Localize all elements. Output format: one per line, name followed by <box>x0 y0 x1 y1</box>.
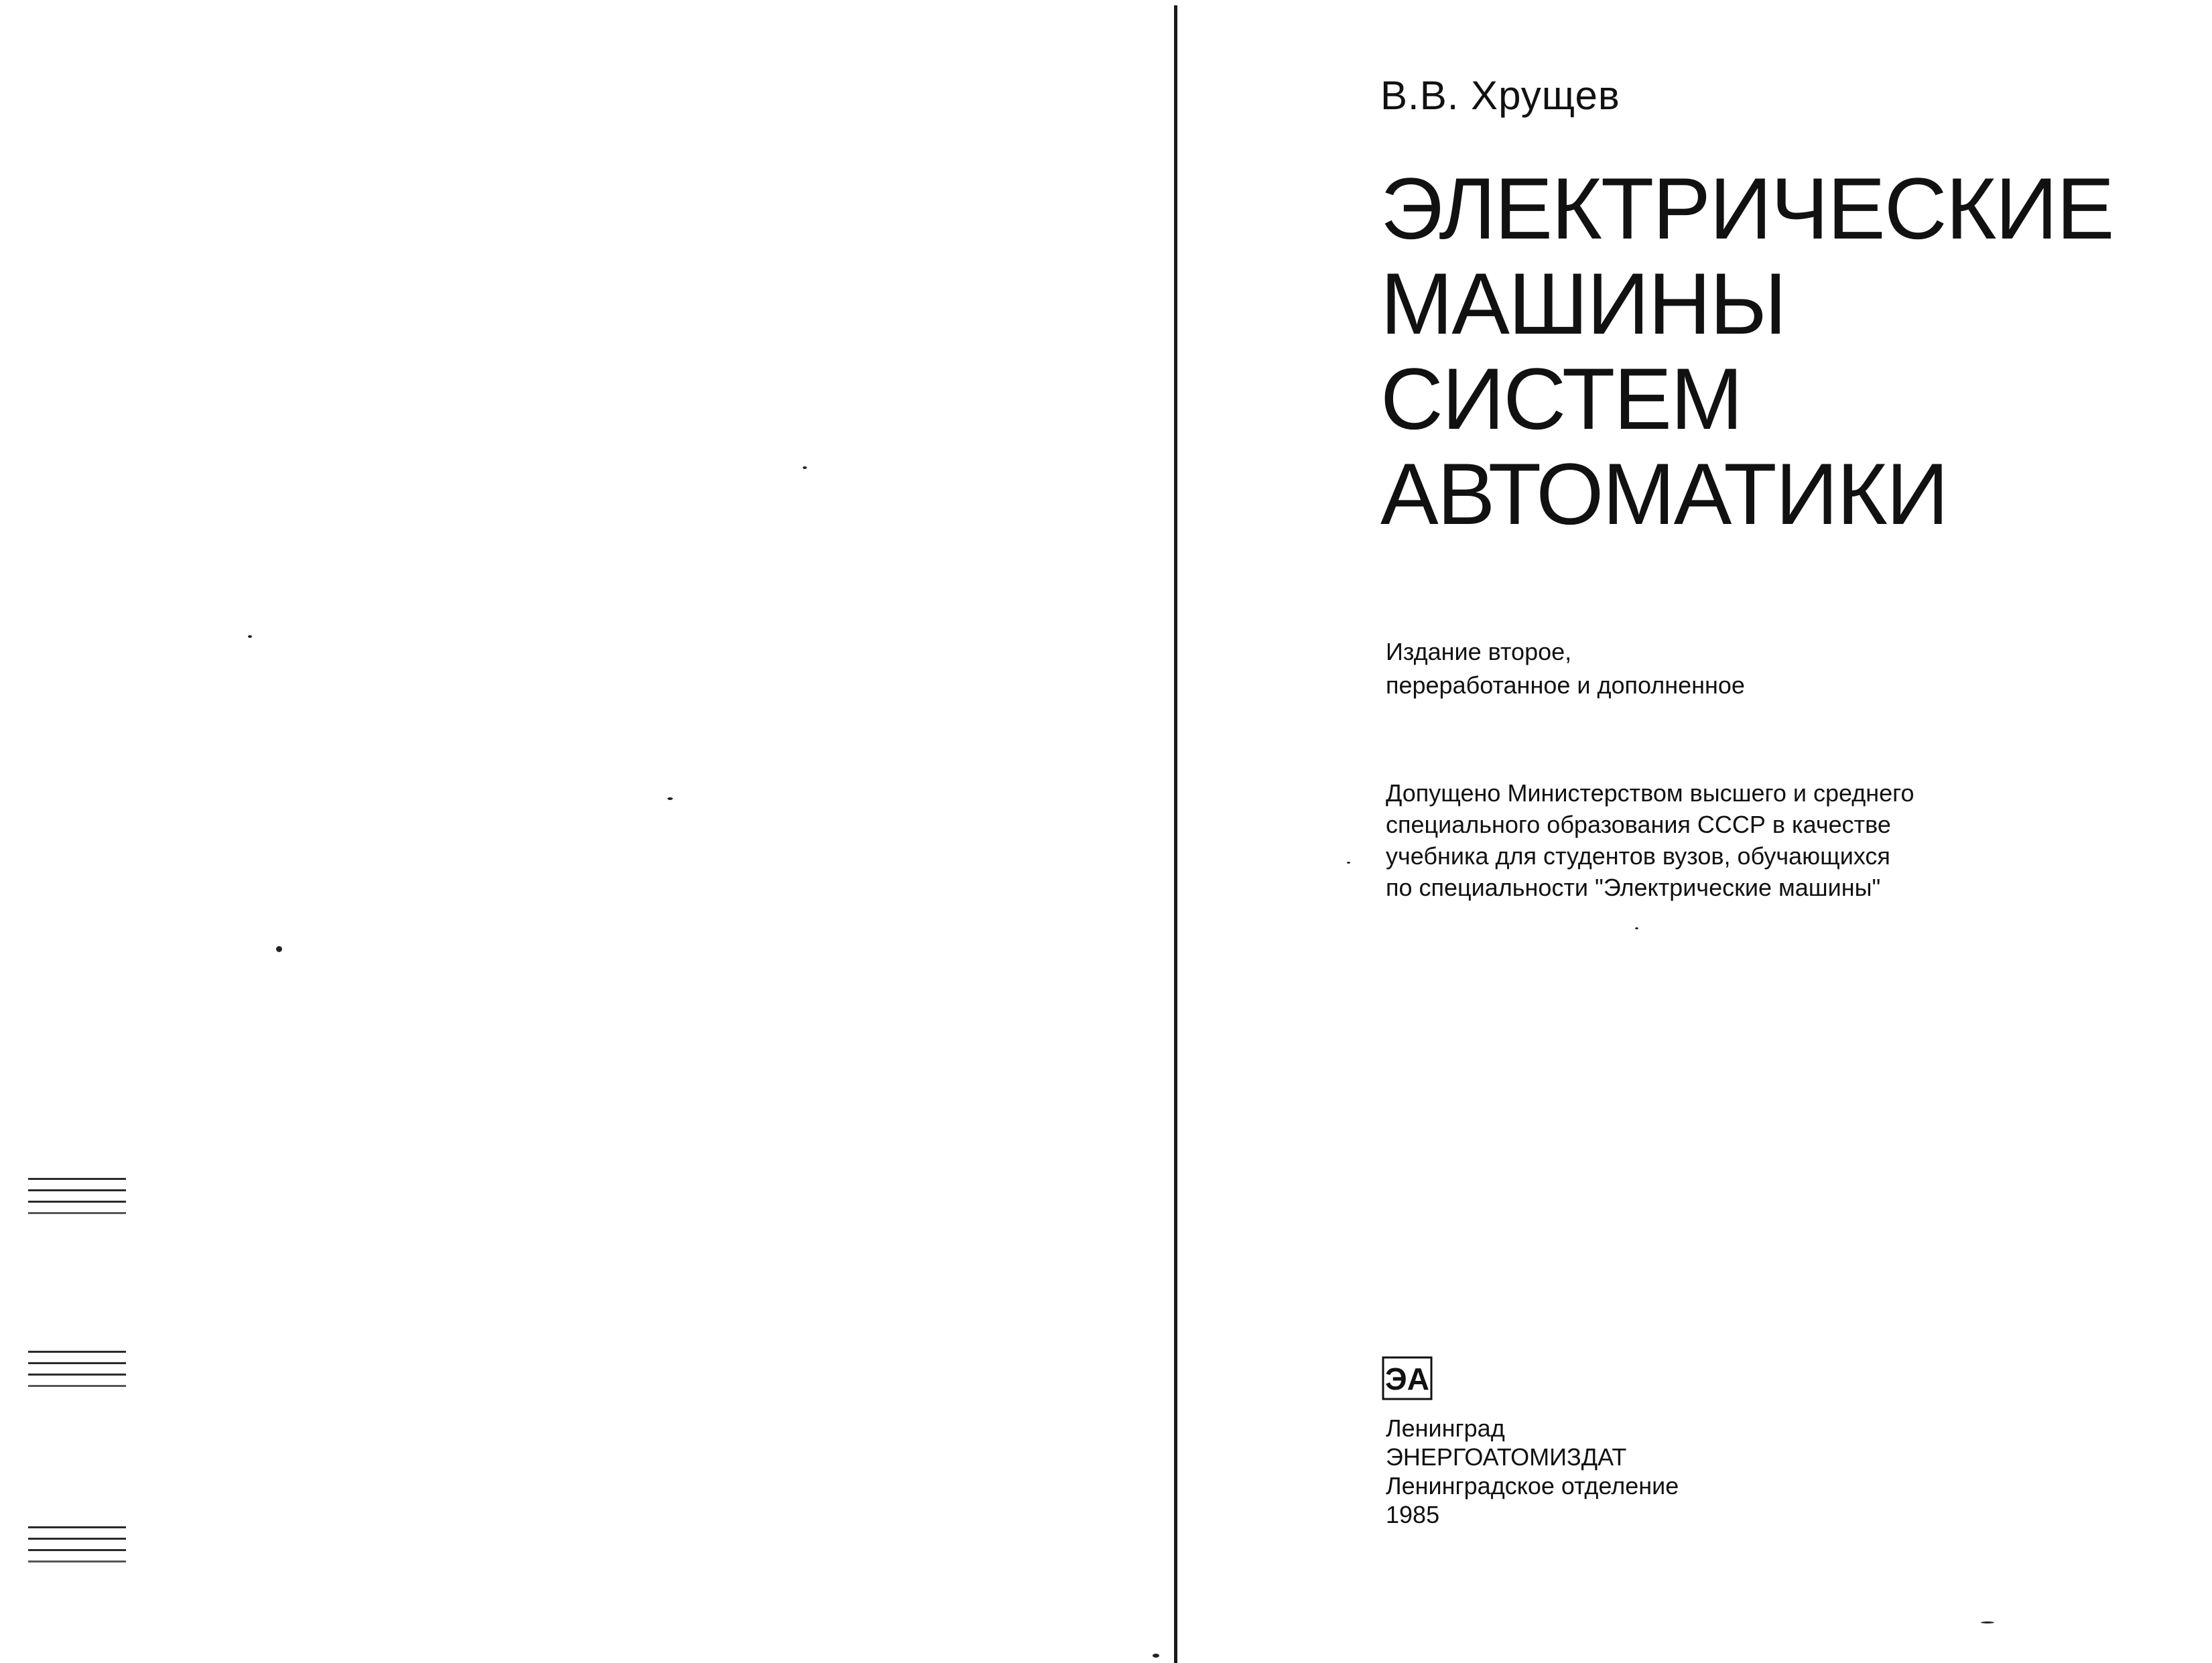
margin-line <box>28 1560 126 1562</box>
title-line: СИСТЕМ <box>1380 350 1742 448</box>
print-speck <box>1981 1621 1994 1623</box>
margin-line <box>28 1189 126 1191</box>
title-page <box>1179 0 2212 1663</box>
publisher-logo-icon <box>1382 1356 1433 1400</box>
margin-line <box>28 1538 126 1540</box>
margin-line <box>28 1351 126 1353</box>
title-line: АВТОМАТИКИ <box>1380 445 1948 543</box>
title-line: МАШИНЫ <box>1380 255 1786 352</box>
author-name: В.В. Хрущев <box>1380 73 1620 118</box>
margin-line <box>28 1362 126 1364</box>
margin-lines-top <box>28 1178 126 1223</box>
approval-line: Допущено Министерством высшего и среднего <box>1386 779 1914 807</box>
print-speck <box>1153 1654 1159 1658</box>
print-speck <box>1347 862 1350 864</box>
print-speck <box>1635 927 1638 929</box>
publisher-imprint <box>1386 1414 1679 1529</box>
book-title <box>1380 161 2113 541</box>
approval-line: учебника для студентов вузов, обучающихся <box>1386 842 1890 870</box>
edition-note <box>1386 635 1745 702</box>
approval-line: по специальности "Электрические машины" <box>1386 874 1881 901</box>
print-speck <box>248 635 252 638</box>
title-line: ЭЛЕКТРИЧЕСКИЕ <box>1380 159 2113 257</box>
margin-lines-middle <box>28 1351 126 1396</box>
margin-line <box>28 1526 126 1528</box>
margin-line <box>28 1178 126 1180</box>
imprint-year: 1985 <box>1386 1501 1440 1528</box>
print-speck <box>667 797 673 800</box>
print-speck <box>803 466 807 469</box>
edition-line: переработанное и дополненное <box>1386 671 1745 699</box>
imprint-publisher: ЭНЕРГОАТОМИЗДАТ <box>1386 1443 1627 1471</box>
imprint-city: Ленинград <box>1386 1414 1505 1442</box>
approval-statement <box>1386 777 1914 903</box>
gutter-line <box>1174 5 1177 1663</box>
approval-line: специального образования СССР в качестве <box>1386 811 1891 838</box>
publisher-logo-letters: ЭА <box>1385 1361 1429 1396</box>
imprint-branch: Ленинградское отделение <box>1386 1472 1679 1500</box>
margin-line <box>28 1201 126 1203</box>
print-speck <box>276 946 282 952</box>
margin-lines-bottom <box>28 1526 126 1572</box>
margin-line <box>28 1549 126 1551</box>
margin-line <box>28 1385 126 1387</box>
edition-line: Издание второе, <box>1386 638 1572 665</box>
margin-line <box>28 1374 126 1376</box>
margin-line <box>28 1212 126 1214</box>
